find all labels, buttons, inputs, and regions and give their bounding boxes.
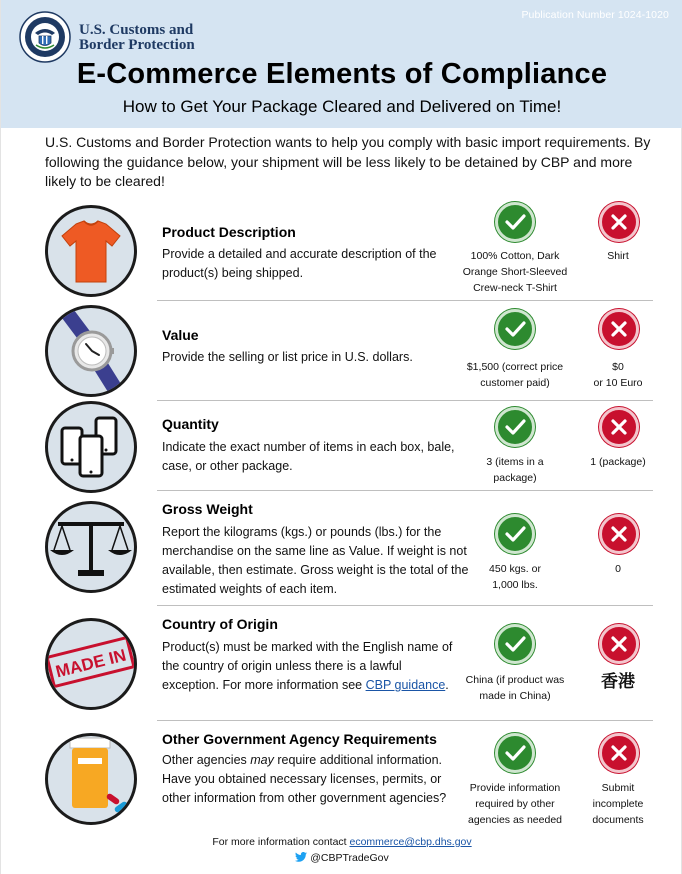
cross-icon: [599, 733, 639, 773]
cross-icon: [599, 202, 639, 242]
row-other-agency-requirements: [1, 721, 682, 833]
bad-example: 0: [615, 563, 621, 575]
row-title: Product Description: [162, 224, 296, 240]
good-example: Provide information required by other agencies as needed: [468, 782, 562, 826]
dhs-seal-icon: [19, 11, 71, 63]
page-subtitle: How to Get Your Package Cleared and Delivered on Time!: [122, 97, 562, 116]
wristwatch-icon: [45, 305, 137, 397]
row-title: Other Government Agency Requirements: [162, 731, 437, 747]
checkmark-icon: [495, 407, 535, 447]
row-description: Provide the selling or list price in U.S. dollars.: [162, 350, 413, 364]
svg-text:MADE IN: MADE IN: [53, 645, 129, 682]
made-in-stamp-icon: [45, 618, 137, 710]
row-description: Provide a detailed and accurate description of the product(s) being shipped.: [162, 247, 437, 280]
checkmark-icon: [495, 733, 535, 773]
bad-example: 香港: [601, 672, 635, 692]
page-title: E-Commerce Elements of Compliance: [76, 58, 608, 90]
checkmark-icon: [495, 309, 535, 349]
cross-icon: [599, 514, 639, 554]
bad-example: $0 or 10 Euro: [593, 361, 643, 389]
checkmark-icon: [495, 514, 535, 554]
good-example: China (if product was made in China): [465, 674, 565, 702]
good-example: 3 (items in a package): [486, 456, 544, 484]
good-example: $1,500 (correct price customer paid): [466, 361, 564, 389]
row-description: Indicate the exact number of items in each box, bale, case, or other package.: [162, 440, 455, 473]
cross-icon: [599, 624, 639, 664]
row-title: Quantity: [162, 416, 219, 432]
footer-twitter: @CBPTradeGov: [1, 852, 682, 864]
email-link[interactable]: ecommerce@cbp.dhs.gov: [349, 836, 472, 848]
good-example: 450 kgs. or 1,000 lbs.: [489, 563, 541, 591]
bad-example: Submit incomplete documents: [592, 782, 644, 826]
smartphones-icon: [45, 401, 137, 493]
agency-name: U.S. Customs and Border Protection: [79, 22, 195, 53]
row-title: Gross Weight: [162, 501, 253, 517]
medicine-bottle-icon: [45, 733, 137, 825]
t-shirt-icon: [45, 205, 137, 297]
footer-contact: For more information contact ecommerce@cbp.dhs.gov: [212, 836, 472, 848]
row-title: Value: [162, 327, 199, 343]
row-description: Report the kilograms (kgs.) or pounds (lbs.) for the merchandise on the same line as Value. If weight is not available, then estimate. Gross weight is the total of the estimated weights of each item.: [162, 525, 469, 596]
intro-paragraph: U.S. Customs and Border Protection wants to help you comply with basic import requirements. By following the guidance below, your shipment will be less likely to be detained by CBP and more likely to be cleared!: [45, 134, 651, 189]
balance-scale-icon: [45, 501, 137, 593]
cbp-guidance-link[interactable]: CBP guidance: [365, 678, 446, 692]
row-quantity: [1, 401, 682, 491]
bad-example: Shirt: [607, 250, 629, 262]
row-gross-weight: [1, 491, 682, 606]
checkmark-icon: [495, 202, 535, 242]
row-description: Product(s) must be marked with the English name of the country of origin unless there is a lawful exception. For more information see CBP guidance.: [162, 640, 453, 692]
cross-icon: [599, 407, 639, 447]
bad-example: 1 (package): [590, 456, 646, 468]
row-country-of-origin: [1, 606, 682, 721]
checkmark-icon: [495, 624, 535, 664]
publication-number: Publication Number 1024-1020: [521, 9, 669, 21]
good-example: 100% Cotton, Dark Orange Short-Sleeved Crew-neck T-Shirt: [462, 250, 568, 294]
row-description: Other agencies may require additional information. Have you obtained necessary licenses, permits, or other information from other government agencies?: [162, 753, 447, 805]
cross-icon: [599, 309, 639, 349]
twitter-bird-icon: [295, 852, 307, 862]
header-banner: [1, 0, 682, 128]
row-product-description: [1, 198, 682, 301]
row-value: [1, 301, 682, 401]
row-title: Country of Origin: [162, 616, 278, 632]
